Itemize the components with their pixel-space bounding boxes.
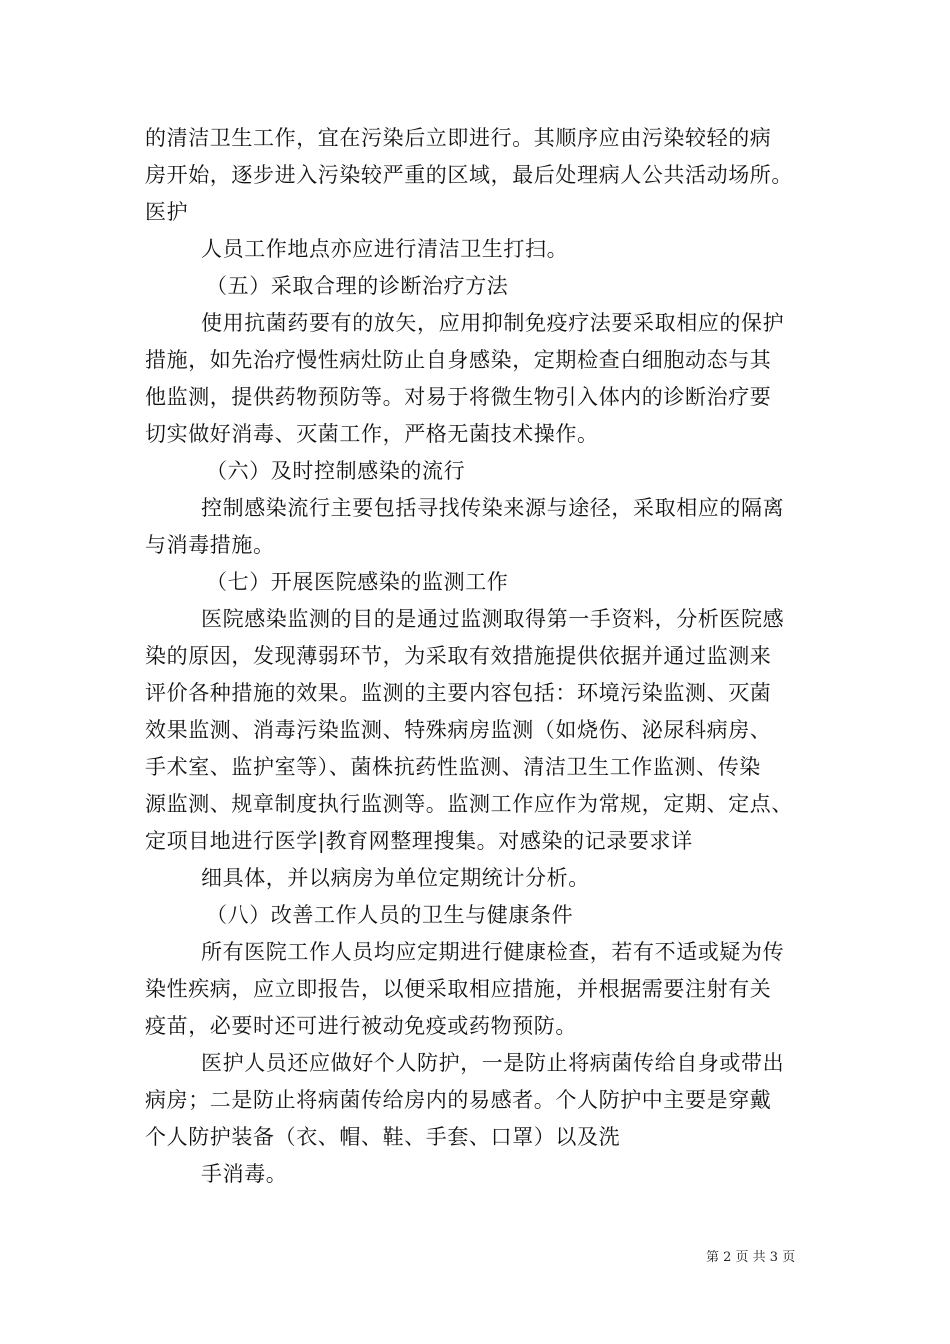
section-heading: （七）开展医院感染的监测工作 xyxy=(206,570,509,594)
text-line: 疫苗，必要时还可进行被动免疫或药物预防。 xyxy=(145,1014,577,1038)
text-line: 染的原因，发现薄弱环节，为采取有效措施提供依据并通过监测来 xyxy=(145,644,772,668)
section-heading: （八）改善工作人员的卫生与健康条件 xyxy=(206,903,574,927)
text-line: 医院感染监测的目的是通过监测取得第一手资料，分析医院感 xyxy=(201,607,785,631)
text-line: 细具体，并以病房为单位定期统计分析。 xyxy=(201,866,590,890)
text-line: 人员工作地点亦应进行清洁卫生打扫。 xyxy=(201,237,569,261)
text-line: 个人防护装备（衣、帽、鞋、手套、口罩）以及洗 xyxy=(145,1125,621,1149)
text-line: 与消毒措施。 xyxy=(145,533,275,557)
section-heading: （六）及时控制感染的流行 xyxy=(206,459,466,483)
text-line: 的清洁卫生工作，宜在污染后立即进行。其顺序应由污染较轻的病 xyxy=(145,126,772,150)
text-line: 评价各种措施的效果。监测的主要内容包括：环境污染监测、灭菌 xyxy=(145,681,772,705)
text-line: 定项目地进行医学|教育网整理搜集。对感染的记录要求详 xyxy=(145,829,693,853)
text-line: 控制感染流行主要包括寻找传染来源与途径，采取相应的隔离 xyxy=(201,496,785,520)
text-line: 切实做好消毒、灭菌工作，严格无菌技术操作。 xyxy=(145,422,599,446)
text-line: 病房；二是防止将病菌传给房内的易感者。个人防护中主要是穿戴 xyxy=(145,1088,772,1112)
text-line: 源监测、规章制度执行监测等。监测工作应作为常规，定期、定点、 xyxy=(145,792,793,816)
text-line: 措施，如先治疗慢性病灶防止自身感染，定期检查白细胞动态与其 xyxy=(145,348,772,372)
text-line: 所有医院工作人员均应定期进行健康检查，若有不适或疑为传 xyxy=(201,940,785,964)
text-line: 手消毒。 xyxy=(201,1162,288,1186)
page-number: 第 2 页 共 3 页 xyxy=(706,1250,796,1265)
section-heading: （五）采取合理的诊断治疗方法 xyxy=(206,274,509,298)
text-line: 房开始，逐步进入污染较严重的区域，最后处理病人公共活动场所。 xyxy=(145,163,793,187)
text-line: 手术室、监护室等）、菌株抗药性监测、清洁卫生工作监测、传染 xyxy=(145,755,761,779)
text-line: 使用抗菌药要有的放矢，应用抑制免疫疗法要采取相应的保护 xyxy=(201,311,785,335)
text-line: 效果监测、消毒污染监测、特殊病房监测（如烧伤、泌尿科病房、 xyxy=(145,718,772,742)
text-line: 他监测，提供药物预防等。对易于将微生物引入体内的诊断治疗要 xyxy=(145,385,772,409)
text-line: 医护人员还应做好个人防护，一是防止将病菌传给自身或带出 xyxy=(201,1051,785,1075)
text-line: 染性疾病，应立即报告，以便采取相应措施，并根据需要注射有关 xyxy=(145,977,772,1001)
text-line: 医护 xyxy=(145,200,189,224)
